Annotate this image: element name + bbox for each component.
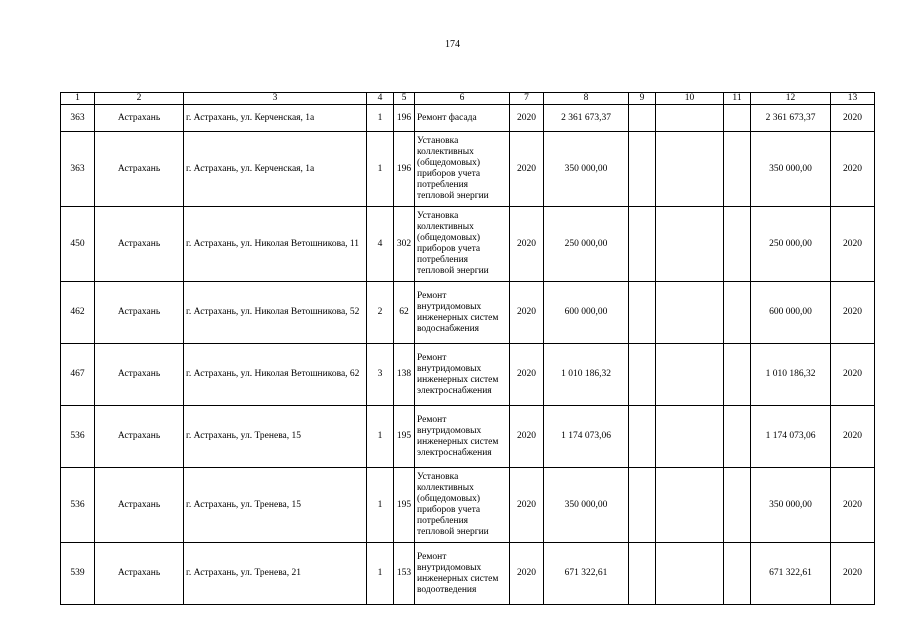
cell-funding: 671 322,61	[751, 543, 831, 605]
cell-col9	[629, 406, 656, 468]
table-row	[61, 543, 875, 605]
cell-col10	[656, 344, 724, 406]
column-number-row	[61, 93, 875, 105]
cell-municipality: Астрахань	[95, 207, 184, 282]
col-header: 9	[629, 93, 656, 105]
cell-number: 536	[61, 406, 95, 468]
cell-cost: 671 322,61	[544, 543, 629, 605]
col-header: 10	[656, 93, 724, 105]
cell-col5: 196	[394, 132, 415, 207]
cell-municipality: Астрахань	[95, 105, 184, 132]
cell-col10	[656, 543, 724, 605]
cell-col4: 3	[367, 344, 394, 406]
cell-work-type: Ремонт внутридомовых инженерных систем водоснабжения	[415, 282, 510, 344]
cell-col4: 4	[367, 207, 394, 282]
cell-col11	[724, 468, 751, 543]
table-row	[61, 406, 875, 468]
cell-work-type: Ремонт фасада	[415, 105, 510, 132]
cell-end-year: 2020	[831, 207, 875, 282]
cell-col11	[724, 406, 751, 468]
cell-col9	[629, 282, 656, 344]
col-header: 1	[61, 93, 95, 105]
cell-municipality: Астрахань	[95, 406, 184, 468]
cell-end-year: 2020	[831, 344, 875, 406]
cell-end-year: 2020	[831, 406, 875, 468]
cell-cost: 350 000,00	[544, 468, 629, 543]
col-header: 3	[184, 93, 367, 105]
cell-address: г. Астрахань, ул. Николая Ветошникова, 62	[184, 344, 367, 406]
cell-address: г. Астрахань, ул. Николая Ветошникова, 11	[184, 207, 367, 282]
cell-address: г. Астрахань, ул. Тренева, 21	[184, 543, 367, 605]
cell-col5: 196	[394, 105, 415, 132]
table-row	[61, 105, 875, 132]
table-row	[61, 132, 875, 207]
col-header: 4	[367, 93, 394, 105]
cell-cost: 350 000,00	[544, 132, 629, 207]
cell-col11	[724, 207, 751, 282]
cell-col5: 195	[394, 468, 415, 543]
cell-year: 2020	[510, 344, 544, 406]
cell-col10	[656, 406, 724, 468]
cell-funding: 1 010 186,32	[751, 344, 831, 406]
cell-funding: 2 361 673,37	[751, 105, 831, 132]
col-header: 11	[724, 93, 751, 105]
cell-number: 462	[61, 282, 95, 344]
cell-col9	[629, 207, 656, 282]
col-header: 5	[394, 93, 415, 105]
cell-col11	[724, 132, 751, 207]
cell-col9	[629, 105, 656, 132]
cell-col4: 1	[367, 132, 394, 207]
table-row	[61, 468, 875, 543]
cell-work-type: Ремонт внутридомовых инженерных систем электроснабжения	[415, 344, 510, 406]
cell-year: 2020	[510, 468, 544, 543]
cell-cost: 2 361 673,37	[544, 105, 629, 132]
cell-col11	[724, 282, 751, 344]
cell-end-year: 2020	[831, 132, 875, 207]
col-header: 6	[415, 93, 510, 105]
cell-col11	[724, 344, 751, 406]
cell-col5: 302	[394, 207, 415, 282]
cell-col4: 1	[367, 468, 394, 543]
cell-address: г. Астрахань, ул. Керченская, 1а	[184, 132, 367, 207]
cell-work-type: Ремонт внутридомовых инженерных систем электроснабжения	[415, 406, 510, 468]
cell-year: 2020	[510, 207, 544, 282]
cell-number: 363	[61, 132, 95, 207]
cell-address: г. Астрахань, ул. Тренева, 15	[184, 468, 367, 543]
cell-col9	[629, 344, 656, 406]
page-number: 174	[445, 39, 460, 50]
cell-municipality: Астрахань	[95, 282, 184, 344]
cell-number: 467	[61, 344, 95, 406]
cell-number: 450	[61, 207, 95, 282]
cell-municipality: Астрахань	[95, 344, 184, 406]
cell-col4: 2	[367, 282, 394, 344]
cell-col5: 195	[394, 406, 415, 468]
cell-address: г. Астрахань, ул. Тренева, 15	[184, 406, 367, 468]
cell-funding: 250 000,00	[751, 207, 831, 282]
cell-col10	[656, 468, 724, 543]
cell-end-year: 2020	[831, 105, 875, 132]
cell-col4: 1	[367, 406, 394, 468]
cell-address: г. Астрахань, ул. Николая Ветошникова, 52	[184, 282, 367, 344]
cell-number: 536	[61, 468, 95, 543]
cell-funding: 350 000,00	[751, 468, 831, 543]
cell-cost: 1 174 073,06	[544, 406, 629, 468]
cell-col5: 62	[394, 282, 415, 344]
table-row	[61, 282, 875, 344]
cell-cost: 250 000,00	[544, 207, 629, 282]
cell-municipality: Астрахань	[95, 468, 184, 543]
col-header: 12	[751, 93, 831, 105]
col-header: 7	[510, 93, 544, 105]
cell-col9	[629, 132, 656, 207]
cell-funding: 600 000,00	[751, 282, 831, 344]
cell-end-year: 2020	[831, 282, 875, 344]
cell-number: 363	[61, 105, 95, 132]
cell-col10	[656, 282, 724, 344]
cell-work-type: Установка коллективных (общедомовых) приборов учета потребления тепловой энергии	[415, 207, 510, 282]
cell-col10	[656, 132, 724, 207]
repair-program-table	[60, 92, 875, 605]
cell-number: 539	[61, 543, 95, 605]
cell-municipality: Астрахань	[95, 132, 184, 207]
cell-col9	[629, 468, 656, 543]
cell-year: 2020	[510, 406, 544, 468]
cell-col10	[656, 207, 724, 282]
table-row	[61, 344, 875, 406]
cell-col11	[724, 105, 751, 132]
col-header: 8	[544, 93, 629, 105]
cell-municipality: Астрахань	[95, 543, 184, 605]
cell-work-type: Установка коллективных (общедомовых) приборов учета потребления тепловой энергии	[415, 468, 510, 543]
cell-col9	[629, 543, 656, 605]
col-header: 13	[831, 93, 875, 105]
cell-col4: 1	[367, 105, 394, 132]
cell-cost: 1 010 186,32	[544, 344, 629, 406]
cell-end-year: 2020	[831, 468, 875, 543]
cell-end-year: 2020	[831, 543, 875, 605]
cell-work-type: Ремонт внутридомовых инженерных систем водоотведения	[415, 543, 510, 605]
cell-col11	[724, 543, 751, 605]
cell-col4: 1	[367, 543, 394, 605]
cell-address: г. Астрахань, ул. Керченская, 1а	[184, 105, 367, 132]
cell-year: 2020	[510, 105, 544, 132]
table-row	[61, 207, 875, 282]
cell-year: 2020	[510, 543, 544, 605]
cell-work-type: Установка коллективных (общедомовых) приборов учета потребления тепловой энергии	[415, 132, 510, 207]
cell-funding: 350 000,00	[751, 132, 831, 207]
cell-funding: 1 174 073,06	[751, 406, 831, 468]
cell-year: 2020	[510, 282, 544, 344]
cell-col10	[656, 105, 724, 132]
cell-col5: 153	[394, 543, 415, 605]
cell-col5: 138	[394, 344, 415, 406]
col-header: 2	[95, 93, 184, 105]
cell-cost: 600 000,00	[544, 282, 629, 344]
cell-year: 2020	[510, 132, 544, 207]
